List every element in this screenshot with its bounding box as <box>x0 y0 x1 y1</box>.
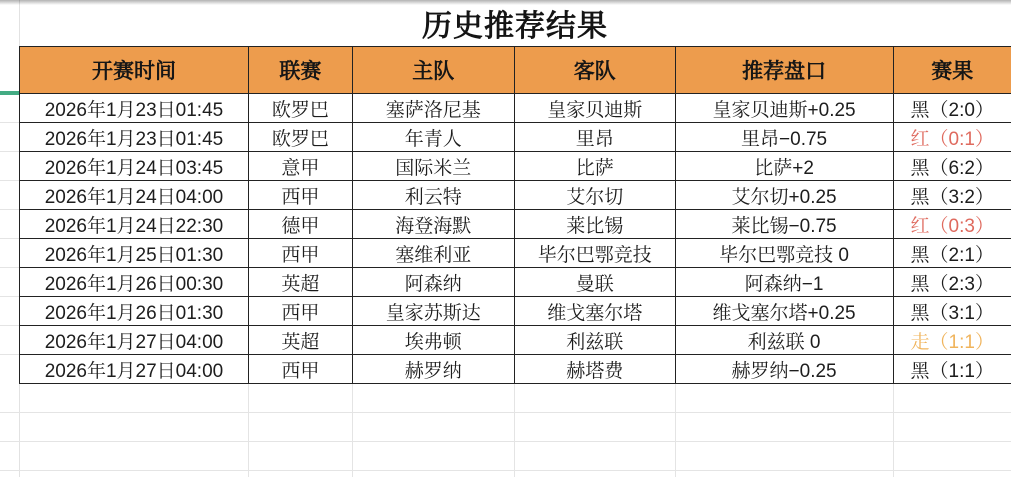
column-header[interactable]: 推荐盘口 <box>675 47 893 94</box>
gridline <box>0 209 19 210</box>
cell-away-team[interactable]: 比萨 <box>514 152 675 181</box>
cell-away-team[interactable]: 维戈塞尔塔 <box>514 297 675 326</box>
gridline <box>0 151 19 152</box>
cell-home-team[interactable]: 赫罗纳 <box>352 355 514 384</box>
column-header[interactable]: 客队 <box>514 47 675 94</box>
column-header[interactable]: 赛果 <box>893 47 1011 94</box>
table-row <box>20 210 1011 239</box>
cell-away-team[interactable]: 利兹联 <box>514 326 675 355</box>
cell-home-team[interactable]: 埃弗顿 <box>352 326 514 355</box>
cell-away-team[interactable]: 赫塔费 <box>514 355 675 384</box>
cell-recommended-handicap[interactable]: 皇家贝迪斯+0.25 <box>675 94 893 123</box>
freeze-pane-marker <box>0 91 19 95</box>
gridline <box>0 354 19 355</box>
cell-away-team[interactable]: 里昂 <box>514 123 675 152</box>
table-row <box>20 268 1011 297</box>
cell-league[interactable]: 意甲 <box>248 152 352 181</box>
cell-home-team[interactable]: 年青人 <box>352 123 514 152</box>
table-row <box>20 297 1011 326</box>
column-header[interactable]: 开赛时间 <box>20 47 249 94</box>
page-title[interactable]: 历史推荐结果 <box>422 10 608 43</box>
cell-kickoff-time[interactable]: 2026年1月27日04:00 <box>20 326 249 355</box>
column-header[interactable]: 主队 <box>352 47 514 94</box>
cell-recommended-handicap[interactable]: 赫罗纳−0.25 <box>675 355 893 384</box>
cell-kickoff-time[interactable]: 2026年1月24日04:00 <box>20 181 249 210</box>
cell-kickoff-time[interactable]: 2026年1月25日01:30 <box>20 239 249 268</box>
gridline <box>675 383 676 477</box>
cell-recommended-handicap[interactable]: 里昂−0.75 <box>675 123 893 152</box>
cell-result[interactable]: 红（0:3） <box>893 210 1011 239</box>
cell-home-team[interactable]: 国际米兰 <box>352 152 514 181</box>
results-table <box>19 46 1011 384</box>
table-row <box>20 94 1011 123</box>
gridline <box>352 383 353 477</box>
cell-result[interactable]: 走（1:1） <box>893 326 1011 355</box>
table-row <box>20 152 1011 181</box>
gridline <box>0 296 19 297</box>
cell-kickoff-time[interactable]: 2026年1月26日01:30 <box>20 297 249 326</box>
cell-result[interactable]: 黑（1:1） <box>893 355 1011 384</box>
cell-recommended-handicap[interactable]: 维戈塞尔塔+0.25 <box>675 297 893 326</box>
cell-kickoff-time[interactable]: 2026年1月24日03:45 <box>20 152 249 181</box>
cell-away-team[interactable]: 皇家贝迪斯 <box>514 94 675 123</box>
cell-away-team[interactable]: 曼联 <box>514 268 675 297</box>
cell-recommended-handicap[interactable]: 毕尔巴鄂竞技 0 <box>675 239 893 268</box>
cell-result[interactable]: 黑（6:2） <box>893 152 1011 181</box>
cell-recommended-handicap[interactable]: 阿森纳−1 <box>675 268 893 297</box>
cell-recommended-handicap[interactable]: 艾尔切+0.25 <box>675 181 893 210</box>
gridline <box>248 383 249 477</box>
cell-away-team[interactable]: 莱比锡 <box>514 210 675 239</box>
cell-league[interactable]: 英超 <box>248 326 352 355</box>
cell-kickoff-time[interactable]: 2026年1月23日01:45 <box>20 123 249 152</box>
cell-league[interactable]: 西甲 <box>248 239 352 268</box>
cell-league[interactable]: 西甲 <box>248 181 352 210</box>
table-row <box>20 326 1011 355</box>
cell-home-team[interactable]: 皇家苏斯达 <box>352 297 514 326</box>
table-row <box>20 181 1011 210</box>
cell-league[interactable]: 西甲 <box>248 355 352 384</box>
cell-league[interactable]: 德甲 <box>248 210 352 239</box>
gridline <box>514 383 515 477</box>
gridline <box>893 383 894 477</box>
cell-result[interactable]: 黑（3:2） <box>893 181 1011 210</box>
cell-home-team[interactable]: 塞萨洛尼基 <box>352 94 514 123</box>
cell-home-team[interactable]: 阿森纳 <box>352 268 514 297</box>
gridline <box>0 325 19 326</box>
gridline <box>0 441 1011 442</box>
table-row <box>20 239 1011 268</box>
cell-league[interactable]: 西甲 <box>248 297 352 326</box>
cell-kickoff-time[interactable]: 2026年1月23日01:45 <box>20 94 249 123</box>
cell-recommended-handicap[interactable]: 比萨+2 <box>675 152 893 181</box>
cell-league[interactable]: 欧罗巴 <box>248 123 352 152</box>
table-row <box>20 355 1011 384</box>
cell-league[interactable]: 英超 <box>248 268 352 297</box>
gridline <box>0 180 19 181</box>
cell-home-team[interactable]: 海登海默 <box>352 210 514 239</box>
cell-result[interactable]: 黑（3:1） <box>893 297 1011 326</box>
cell-kickoff-time[interactable]: 2026年1月24日22:30 <box>20 210 249 239</box>
gridline <box>0 267 19 268</box>
header-row <box>20 47 1011 94</box>
cell-result[interactable]: 黑（2:3） <box>893 268 1011 297</box>
column-header[interactable]: 联赛 <box>248 47 352 94</box>
cell-result[interactable]: 黑（2:0） <box>893 94 1011 123</box>
cell-home-team[interactable]: 塞维利亚 <box>352 239 514 268</box>
cell-league[interactable]: 欧罗巴 <box>248 94 352 123</box>
gridline <box>0 238 19 239</box>
cell-recommended-handicap[interactable]: 利兹联 0 <box>675 326 893 355</box>
cell-home-team[interactable]: 利云特 <box>352 181 514 210</box>
cell-away-team[interactable]: 艾尔切 <box>514 181 675 210</box>
cell-kickoff-time[interactable]: 2026年1月26日00:30 <box>20 268 249 297</box>
cell-away-team[interactable]: 毕尔巴鄂竞技 <box>514 239 675 268</box>
gridline <box>0 470 1011 471</box>
gridline <box>0 412 1011 413</box>
gridline <box>0 122 19 123</box>
table-row <box>20 123 1011 152</box>
cell-result[interactable]: 红（0:1） <box>893 123 1011 152</box>
cell-result[interactable]: 黑（2:1） <box>893 239 1011 268</box>
cell-kickoff-time[interactable]: 2026年1月27日04:00 <box>20 355 249 384</box>
cell-recommended-handicap[interactable]: 莱比锡−0.75 <box>675 210 893 239</box>
